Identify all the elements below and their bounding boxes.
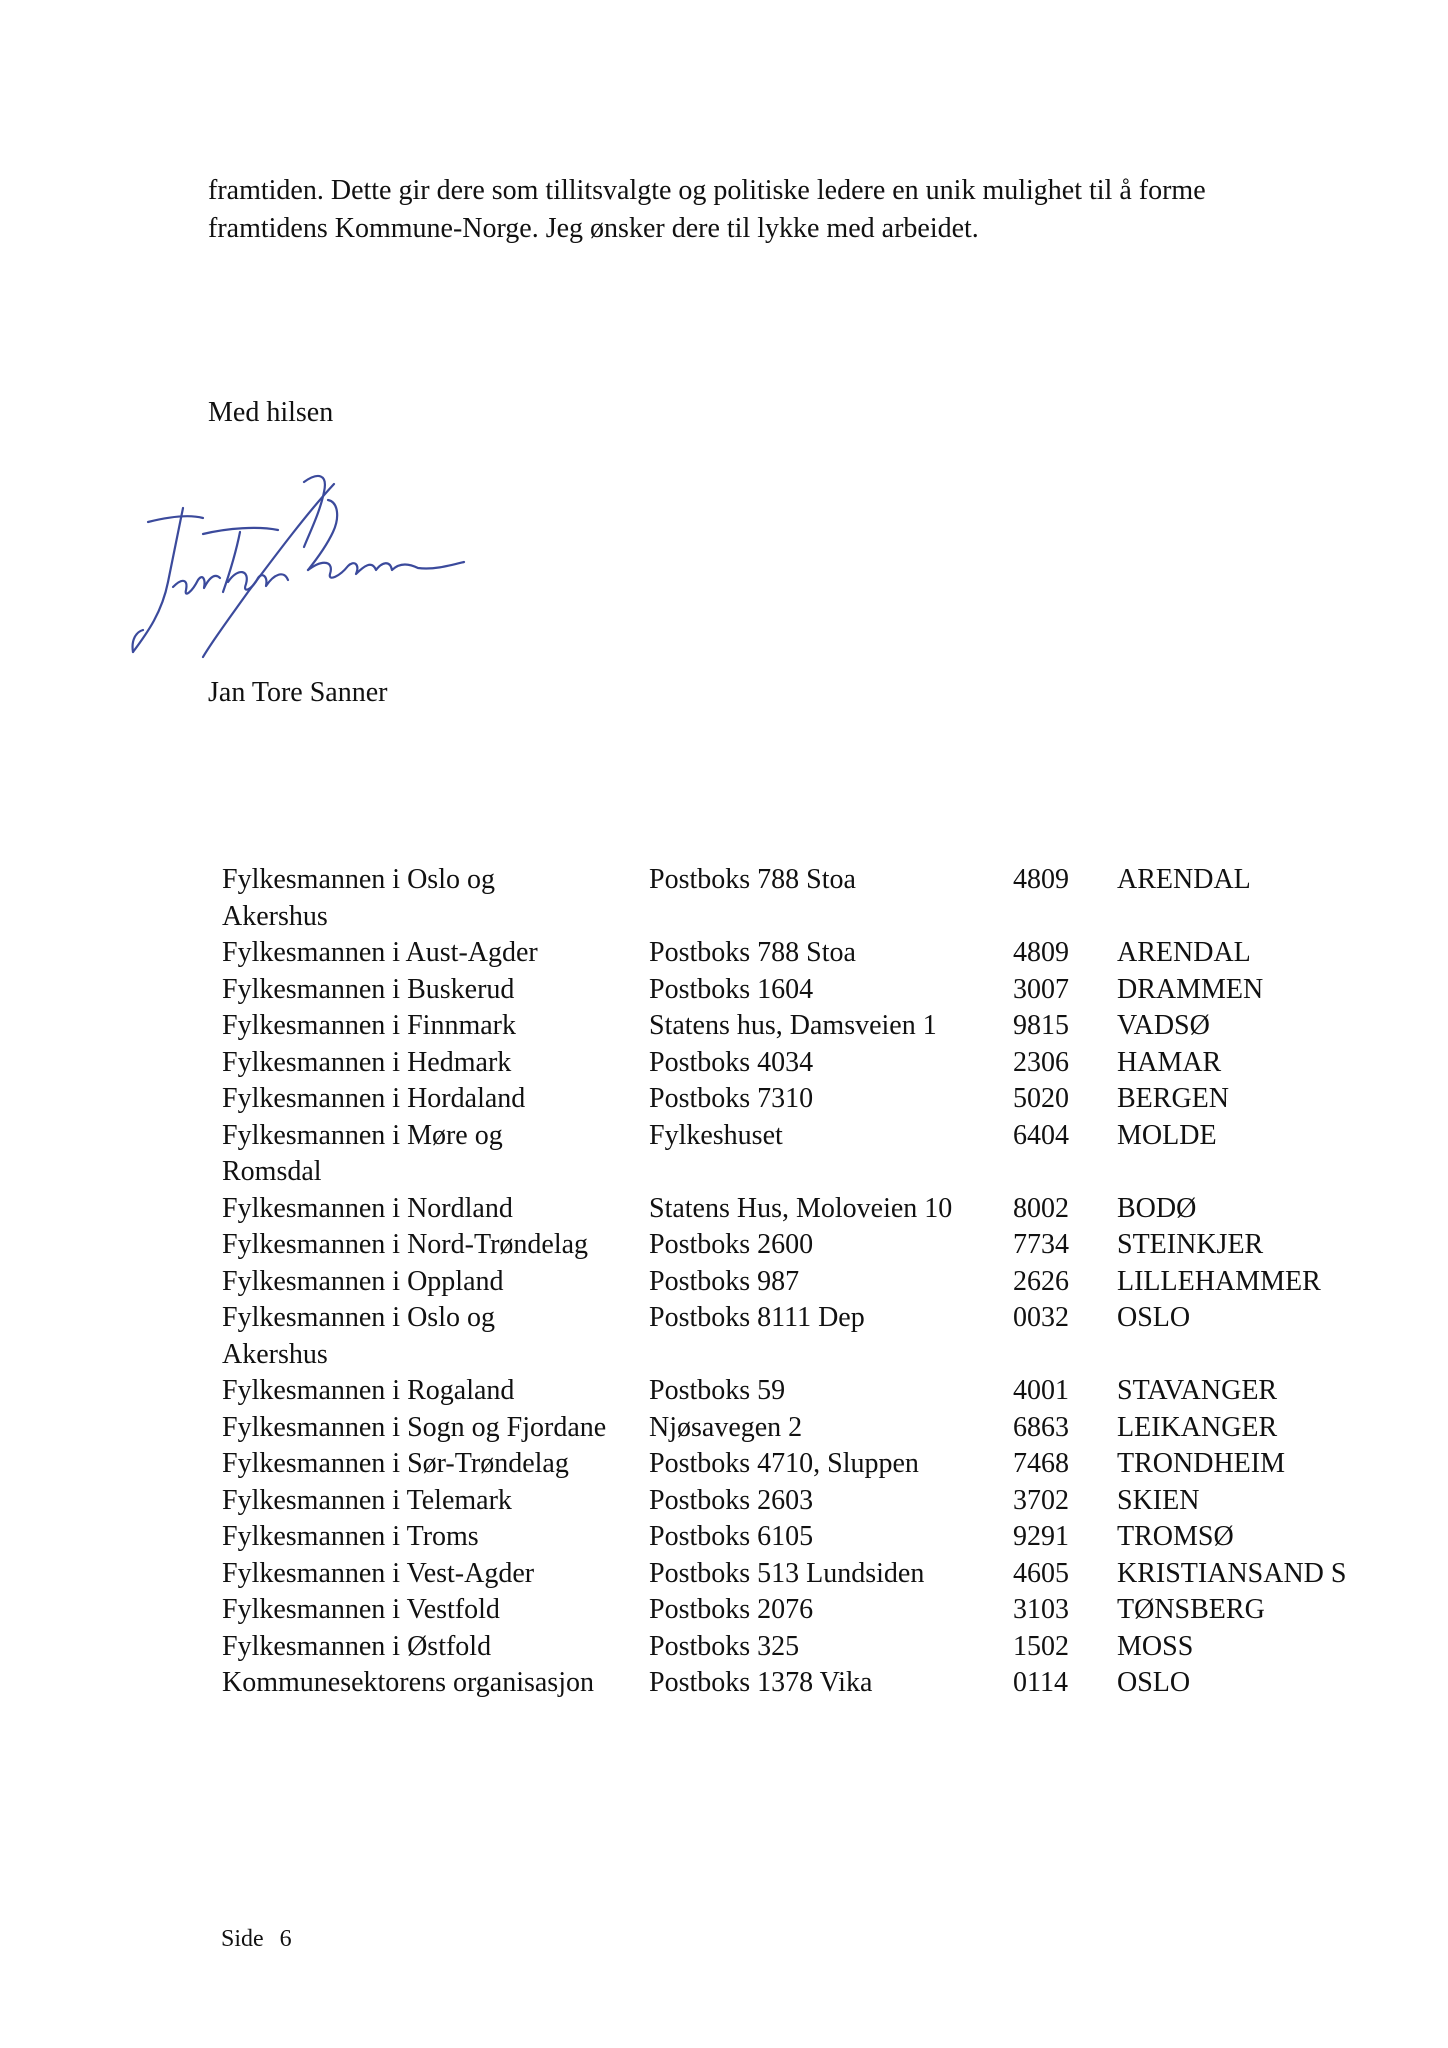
table-row — [222, 1227, 1377, 1264]
recipient-city: ARENDAL — [1117, 864, 1251, 895]
recipient-name — [222, 1519, 649, 1556]
recipient-name-text: Fylkesmannen i Buskerud — [222, 973, 515, 1005]
recipient-zip: 0032 — [1013, 1302, 1069, 1333]
recipient-name-text: Fylkesmannen i Vest-Agder — [222, 1557, 535, 1589]
page-label: Side — [221, 1926, 264, 1952]
recipient-zip: 9291 — [1013, 1521, 1069, 1552]
page-number: 6 — [279, 1926, 292, 1952]
recipient-name-text: Fylkesmannen i Rogaland — [222, 1375, 515, 1406]
recipient-city: TROMSØ — [1117, 1521, 1234, 1552]
recipient-zip: 5020 — [1013, 1083, 1069, 1114]
recipient-zip: 3702 — [1013, 1484, 1069, 1516]
recipient-name-text: Fylkesmannen i Hedmark — [222, 1046, 512, 1078]
recipient-city: STAVANGER — [1117, 1375, 1278, 1406]
recipient-zip: 1502 — [1013, 1630, 1069, 1662]
recipient-city: MOLDE — [1117, 1119, 1217, 1151]
recipient-name — [222, 1300, 649, 1373]
recipient-zip: 3103 — [1013, 1594, 1069, 1625]
intro-paragraph — [208, 172, 1308, 248]
table-row — [222, 1629, 1377, 1666]
recipient-address: Postboks 987 — [649, 1265, 800, 1297]
recipient-name-text: Fylkesmannen i Møre og Romsdal — [222, 1119, 503, 1187]
recipient-address: Postboks 513 Lundsiden — [649, 1557, 925, 1589]
recipient-name-text: Fylkesmannen i Vestfold — [222, 1594, 500, 1625]
recipient-address: Njøsavegen 2 — [649, 1411, 803, 1443]
recipient-name — [222, 1191, 649, 1228]
recipient-name-text: Fylkesmannen i Oslo og Akershus — [222, 1302, 495, 1370]
table-row — [222, 862, 1377, 935]
table-row — [222, 1045, 1377, 1082]
table-row — [222, 1118, 1377, 1191]
recipient-city: BODØ — [1117, 1192, 1197, 1224]
table-row — [222, 1008, 1377, 1045]
intro-line-1: framtiden. Dette gir dere som tillitsvalgte og politiske ledere en unik mulighet til å forme — [208, 175, 1206, 206]
recipient-name-text: Fylkesmannen i Sør-Trøndelag — [222, 1448, 569, 1479]
table-row — [222, 1519, 1377, 1556]
recipient-name — [222, 1446, 649, 1483]
recipient-name-text: Fylkesmannen i Østfold — [222, 1630, 492, 1662]
recipient-name — [222, 1483, 649, 1520]
recipient-name — [222, 1556, 649, 1593]
recipient-name-text: Fylkesmannen i Nordland — [222, 1192, 513, 1224]
recipient-city: SKIEN — [1117, 1484, 1200, 1516]
recipient-address: Fylkeshuset — [649, 1119, 783, 1151]
recipient-zip: 4001 — [1013, 1375, 1069, 1406]
recipient-zip: 8002 — [1013, 1192, 1069, 1224]
recipient-address: Postboks 4034 — [649, 1046, 814, 1078]
recipient-address: Postboks 2603 — [649, 1484, 814, 1516]
recipient-name-text: Kommunesektorens organisasjon — [222, 1667, 594, 1698]
recipient-zip: 6863 — [1013, 1411, 1069, 1443]
table-row — [222, 1191, 1377, 1228]
recipient-name — [222, 1081, 649, 1118]
table-row — [222, 1373, 1377, 1410]
recipient-address: Postboks 4710, Sluppen — [649, 1448, 919, 1479]
recipient-address: Statens Hus, Moloveien 10 — [649, 1192, 953, 1224]
recipient-address: Postboks 1604 — [649, 973, 814, 1005]
recipient-name-text: Fylkesmannen i Aust-Agder — [222, 937, 538, 968]
recipient-name — [222, 1227, 649, 1264]
recipient-name — [222, 1410, 649, 1447]
table-row — [222, 1483, 1377, 1520]
recipient-name — [222, 1264, 649, 1301]
recipient-name-text: Fylkesmannen i Hordaland — [222, 1083, 526, 1114]
recipient-city: OSLO — [1117, 1302, 1191, 1333]
recipient-name — [222, 972, 649, 1009]
recipient-city: MOSS — [1117, 1630, 1194, 1662]
signer-name: Jan Tore Sanner — [208, 677, 388, 708]
table-row — [222, 935, 1377, 972]
recipient-name — [222, 1045, 649, 1082]
table-row — [222, 1556, 1377, 1593]
recipient-name — [222, 1592, 649, 1629]
recipient-zip: 2626 — [1013, 1265, 1069, 1297]
recipient-city: TRONDHEIM — [1117, 1448, 1285, 1479]
recipient-address: Postboks 7310 — [649, 1083, 814, 1114]
table-row — [222, 1446, 1377, 1483]
signature-lettering: Jan Tore Sanner — [128, 462, 135, 463]
recipient-zip: 9815 — [1013, 1010, 1069, 1041]
table-row — [222, 972, 1377, 1009]
recipient-name-text: Fylkesmannen i Telemark — [222, 1484, 512, 1516]
recipient-name-text: Fylkesmannen i Oslo og Akershus — [222, 864, 495, 932]
recipient-address: Postboks 6105 — [649, 1521, 814, 1552]
recipient-name-text: Fylkesmannen i Troms — [222, 1521, 479, 1552]
closing-salutation: Med hilsen — [208, 397, 334, 428]
table-row — [222, 1410, 1377, 1447]
recipient-address: Statens hus, Damsveien 1 — [649, 1010, 937, 1041]
recipient-zip: 0114 — [1013, 1667, 1068, 1698]
recipient-name-text: Fylkesmannen i Sogn og Fjordane — [222, 1411, 607, 1443]
recipient-address: Postboks 788 Stoa — [649, 864, 856, 895]
recipient-city: OSLO — [1117, 1667, 1191, 1698]
table-row — [222, 1665, 1377, 1702]
recipient-city: LEIKANGER — [1117, 1411, 1278, 1443]
recipient-address-table — [222, 862, 1377, 1702]
recipient-city: HAMAR — [1117, 1046, 1222, 1078]
recipient-name — [222, 862, 649, 935]
recipient-name — [222, 1008, 649, 1045]
recipient-zip: 7468 — [1013, 1448, 1069, 1479]
table-row — [222, 1300, 1377, 1373]
table-row — [222, 1081, 1377, 1118]
recipient-name — [222, 1118, 649, 1191]
recipient-address: Postboks 59 — [649, 1375, 786, 1406]
recipient-city: VADSØ — [1117, 1010, 1210, 1041]
recipient-zip: 6404 — [1013, 1119, 1069, 1151]
recipient-name-text: Fylkesmannen i Nord-Trøndelag — [222, 1229, 589, 1260]
recipient-address: Postboks 8111 Dep — [649, 1302, 865, 1333]
recipient-city: DRAMMEN — [1117, 973, 1264, 1005]
recipient-zip: 4809 — [1013, 937, 1069, 968]
recipient-address: Postboks 788 Stoa — [649, 937, 856, 968]
recipient-name-text: Fylkesmannen i Finnmark — [222, 1010, 516, 1041]
recipient-city: ARENDAL — [1117, 937, 1251, 968]
recipient-city: STEINKJER — [1117, 1229, 1264, 1260]
handwritten-signature — [128, 462, 468, 672]
recipient-city: BERGEN — [1117, 1083, 1229, 1114]
recipient-name — [222, 935, 649, 972]
recipient-name — [222, 1665, 649, 1702]
table-row — [222, 1592, 1377, 1629]
recipient-address: Postboks 325 — [649, 1630, 800, 1662]
recipient-zip: 4605 — [1013, 1557, 1069, 1589]
page-footer — [221, 1924, 292, 1954]
recipient-zip: 3007 — [1013, 973, 1069, 1005]
recipient-address: Postboks 2600 — [649, 1229, 814, 1260]
recipient-name — [222, 1629, 649, 1666]
recipient-name-text: Fylkesmannen i Oppland — [222, 1265, 504, 1297]
recipient-name — [222, 1373, 649, 1410]
recipient-address: Postboks 1378 Vika — [649, 1667, 873, 1698]
recipient-zip: 7734 — [1013, 1229, 1069, 1260]
recipient-address: Postboks 2076 — [649, 1594, 814, 1625]
recipient-city: KRISTIANSAND S — [1117, 1557, 1347, 1589]
intro-line-2: framtidens Kommune-Norge. Jeg ønsker dere til lykke med arbeidet. — [208, 213, 979, 244]
table-row — [222, 1264, 1377, 1301]
recipient-city: LILLEHAMMER — [1117, 1265, 1321, 1297]
recipient-zip: 2306 — [1013, 1046, 1069, 1078]
recipient-city: TØNSBERG — [1117, 1594, 1265, 1625]
recipient-zip: 4809 — [1013, 864, 1069, 895]
